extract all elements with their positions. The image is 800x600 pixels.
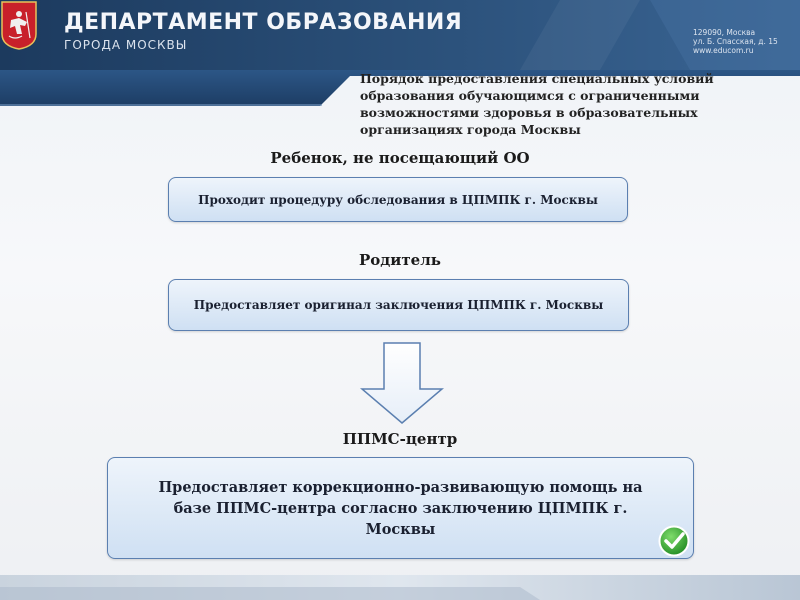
website-link[interactable]: www.educom.ru [693,46,754,55]
step-box-conclusion: Предоставляет оригинал заключения ЦПМПК г. Москвы [168,279,629,331]
step-box-support [107,457,694,559]
label-child: Ребенок, не посещающий ОО [270,149,530,167]
department-subtitle: ГОРОДА МОСКВЫ [64,38,188,52]
checkmark-icon [658,525,690,557]
label-ppms-center: ППМС-центр [342,430,458,448]
label-parent: Родитель [358,251,441,269]
address-line: ул. Б. Спасская, д. 15 [693,37,778,46]
step-box-examination: Проходит процедуру обследования в ЦПМПК г. Москвы [168,177,628,222]
footer-band [0,575,800,600]
address-line: 129090, Москва [693,28,756,37]
support-text: Предоставляет коррекционно-развивающую помощь на базе ППМС-центра согласно заключению ЦПМПК г. Москвы [158,478,643,538]
moscow-crest-icon [0,0,38,50]
address-block [693,28,778,55]
department-title: ДЕПАРТАМЕНТ ОБРАЗОВАНИЯ [64,10,463,35]
slide-title: Порядок предоставления специальных условий образования обучающимся с ограниченными возможностями здоровья в образовательных организациях города Москвы [360,71,714,137]
down-arrow-icon [360,341,444,425]
